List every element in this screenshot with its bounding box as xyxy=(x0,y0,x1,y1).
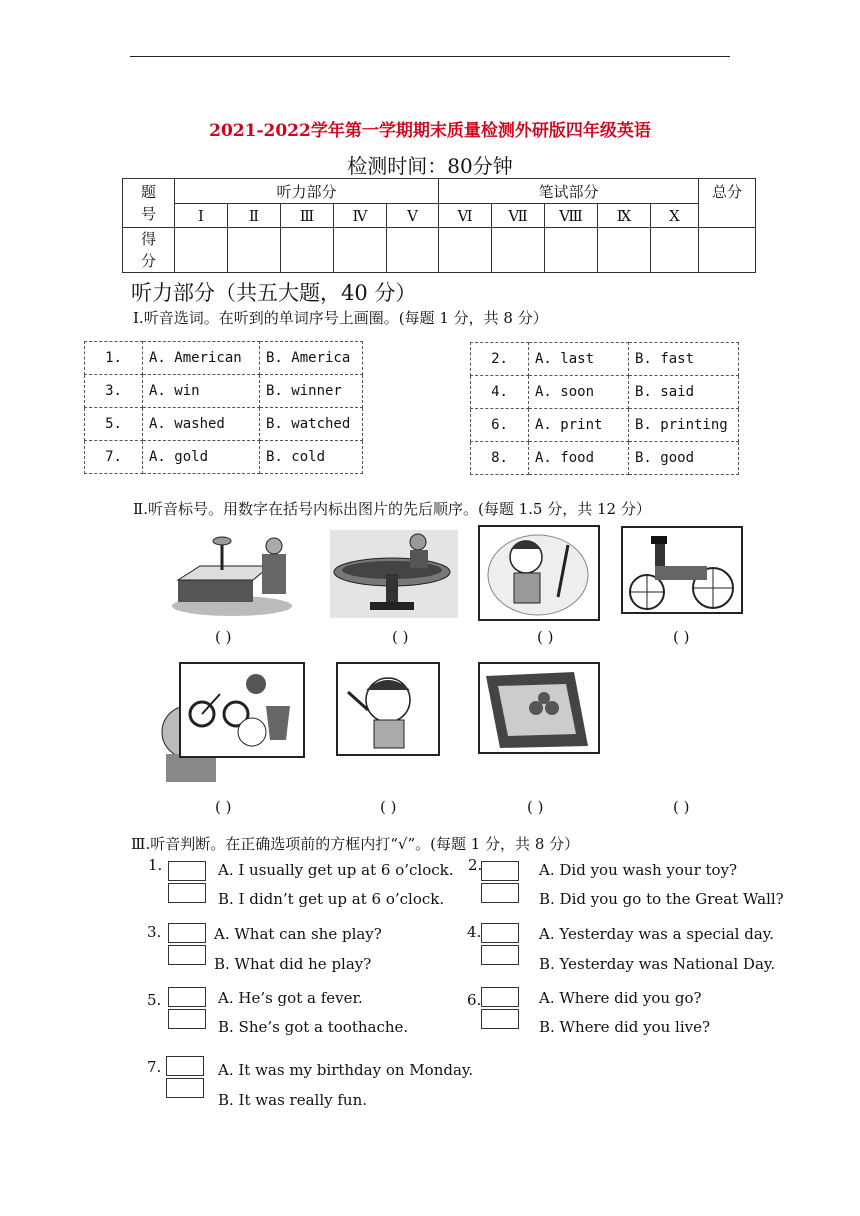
score-cell[interactable] xyxy=(281,228,334,273)
q5-option-a: A. He’s got a fever. xyxy=(218,989,363,1007)
q2-checkbox-a[interactable] xyxy=(481,861,519,881)
part3-instruction: Ⅲ.听音判断。在正确选项前的方框内打“√”。(每题 1 分，共 8 分） xyxy=(131,835,580,853)
q4-checkbox-a[interactable] xyxy=(481,923,519,943)
q5-number: 5. xyxy=(147,991,162,1009)
answer-paren-5[interactable]: ( ) xyxy=(215,798,232,816)
q7-option-a: A. It was my birthday on Monday. xyxy=(218,1061,474,1079)
item-number: 1. xyxy=(85,342,143,375)
item-number: 2. xyxy=(471,343,529,376)
word-row xyxy=(471,343,739,376)
option-a[interactable]: A. gold xyxy=(143,441,260,474)
numeral-5: Ⅴ xyxy=(387,204,439,228)
numeral-3: Ⅲ xyxy=(281,204,334,228)
q7-checkbox-a[interactable] xyxy=(166,1056,204,1076)
q6-checkbox-b[interactable] xyxy=(481,1009,519,1029)
score-table xyxy=(122,178,756,273)
item-number: 5. xyxy=(85,408,143,441)
numeral-7: Ⅶ xyxy=(492,204,545,228)
header-rule xyxy=(130,56,730,57)
exam-title: 2021-2022学年第一学期期末质量检测外研版四年级英语 xyxy=(209,121,651,141)
q3-number: 3. xyxy=(147,923,162,941)
total-score-cell[interactable] xyxy=(699,228,756,273)
item-number: 3. xyxy=(85,375,143,408)
option-b[interactable]: B. printing xyxy=(629,409,739,442)
item-number: 4. xyxy=(471,376,529,409)
word-row xyxy=(85,408,363,441)
word-row xyxy=(85,441,363,474)
total-header: 总分 xyxy=(699,179,756,228)
q7-checkbox-b[interactable] xyxy=(166,1078,204,1098)
numeral-8: Ⅷ xyxy=(545,204,598,228)
q1-checkbox-b[interactable] xyxy=(168,883,206,903)
option-a[interactable]: A. food xyxy=(529,442,629,475)
score-cell[interactable] xyxy=(334,228,387,273)
q3-checkbox-b[interactable] xyxy=(168,945,206,965)
score-cell[interactable] xyxy=(492,228,545,273)
q5-checkbox-b[interactable] xyxy=(168,1009,206,1029)
item-number: 8. xyxy=(471,442,529,475)
word-row xyxy=(471,442,739,475)
q1-option-b: B. I didn’t get up at 6 o’clock. xyxy=(218,890,445,908)
part2-instruction: Ⅱ.听音标号。用数字在括号内标出图片的先后顺序。(每题 1.5 分，共 12 分） xyxy=(133,500,651,518)
score-cell[interactable] xyxy=(598,228,651,273)
q2-option-a: A. Did you wash your toy? xyxy=(539,861,738,879)
score-cell[interactable] xyxy=(545,228,598,273)
option-a[interactable]: A. last xyxy=(529,343,629,376)
numeral-4: Ⅳ xyxy=(334,204,387,228)
word-row xyxy=(471,409,739,442)
option-a[interactable]: A. washed xyxy=(143,408,260,441)
numeral-6: Ⅵ xyxy=(439,204,492,228)
q4-checkbox-b[interactable] xyxy=(481,945,519,965)
exam-duration: 检测时间：80分钟 xyxy=(347,154,513,178)
q7-number: 7. xyxy=(147,1058,162,1076)
answer-paren-3[interactable]: ( ) xyxy=(537,628,554,646)
word-table-left xyxy=(84,341,363,474)
q2-number: 2. xyxy=(468,856,483,874)
option-a[interactable]: A. soon xyxy=(529,376,629,409)
answer-paren-8[interactable]: ( ) xyxy=(673,798,690,816)
q2-checkbox-b[interactable] xyxy=(481,883,519,903)
option-b[interactable]: B. said xyxy=(629,376,739,409)
option-b[interactable]: B. watched xyxy=(260,408,363,441)
q4-number: 4. xyxy=(467,923,482,941)
listening-section-heading: 听力部分（共五大题，40 分） xyxy=(131,281,417,305)
q1-checkbox-a[interactable] xyxy=(168,861,206,881)
q6-option-a: A. Where did you go? xyxy=(539,989,702,1007)
girl-waving-picture xyxy=(336,662,440,756)
q3-option-a: A. What can she play? xyxy=(214,925,382,943)
q1-number: 1. xyxy=(148,856,163,874)
option-a[interactable]: A. win xyxy=(143,375,260,408)
option-b[interactable]: B. winner xyxy=(260,375,363,408)
score-cell[interactable] xyxy=(175,228,228,273)
numeral-9: Ⅸ xyxy=(598,204,651,228)
word-table-right xyxy=(470,342,739,475)
boy-with-brush-picture xyxy=(478,525,600,621)
q5-option-b: B. She’s got a toothache. xyxy=(218,1018,409,1036)
numeral-10: Ⅹ xyxy=(651,204,699,228)
q1-option-a: A. I usually get up at 6 o’clock. xyxy=(218,861,454,879)
written-header: 笔试部分 xyxy=(439,179,699,204)
q5-checkbox-a[interactable] xyxy=(168,987,206,1007)
row-label-number: 题 号 xyxy=(123,179,175,228)
listening-header: 听力部分 xyxy=(175,179,439,204)
option-b[interactable]: B. good xyxy=(629,442,739,475)
part1-instruction: Ⅰ.听音选词。在听到的单词序号上画圈。(每题 1 分，共 8 分） xyxy=(133,309,548,327)
q4-option-a: A. Yesterday was a special day. xyxy=(539,925,775,943)
option-a[interactable]: A. print xyxy=(529,409,629,442)
answer-paren-2[interactable]: ( ) xyxy=(392,628,409,646)
score-cell[interactable] xyxy=(387,228,439,273)
word-row xyxy=(85,375,363,408)
row-label-score: 得 分 xyxy=(123,228,175,273)
television-picture xyxy=(478,662,600,754)
old-car-picture xyxy=(621,526,743,614)
boy-with-bike-picture xyxy=(158,662,306,782)
word-row xyxy=(85,342,363,375)
numeral-1: Ⅰ xyxy=(175,204,228,228)
q6-checkbox-a[interactable] xyxy=(481,987,519,1007)
option-b[interactable]: B. fast xyxy=(629,343,739,376)
score-cell[interactable] xyxy=(228,228,281,273)
spinning-wheel-picture xyxy=(330,530,458,618)
q3-option-b: B. What did he play? xyxy=(214,955,372,973)
item-number: 7. xyxy=(85,441,143,474)
q2-option-b: B. Did you go to the Great Wall? xyxy=(539,890,784,908)
option-a[interactable]: A. American xyxy=(143,342,260,375)
score-cell[interactable] xyxy=(439,228,492,273)
q6-number: 6. xyxy=(467,991,482,1009)
answer-paren-1[interactable]: ( ) xyxy=(215,628,232,646)
word-row xyxy=(471,376,739,409)
answer-paren-6[interactable]: ( ) xyxy=(380,798,397,816)
q6-option-b: B. Where did you live? xyxy=(539,1018,711,1036)
q7-option-b: B. It was really fun. xyxy=(218,1091,367,1109)
q3-checkbox-a[interactable] xyxy=(168,923,206,943)
item-number: 6. xyxy=(471,409,529,442)
answer-paren-4[interactable]: ( ) xyxy=(673,628,690,646)
printing-press-picture xyxy=(170,528,294,618)
numeral-2: Ⅱ xyxy=(228,204,281,228)
option-b[interactable]: B. cold xyxy=(260,441,363,474)
q4-option-b: B. Yesterday was National Day. xyxy=(539,955,776,973)
answer-paren-7[interactable]: ( ) xyxy=(527,798,544,816)
option-b[interactable]: B. America xyxy=(260,342,363,375)
score-cell[interactable] xyxy=(651,228,699,273)
